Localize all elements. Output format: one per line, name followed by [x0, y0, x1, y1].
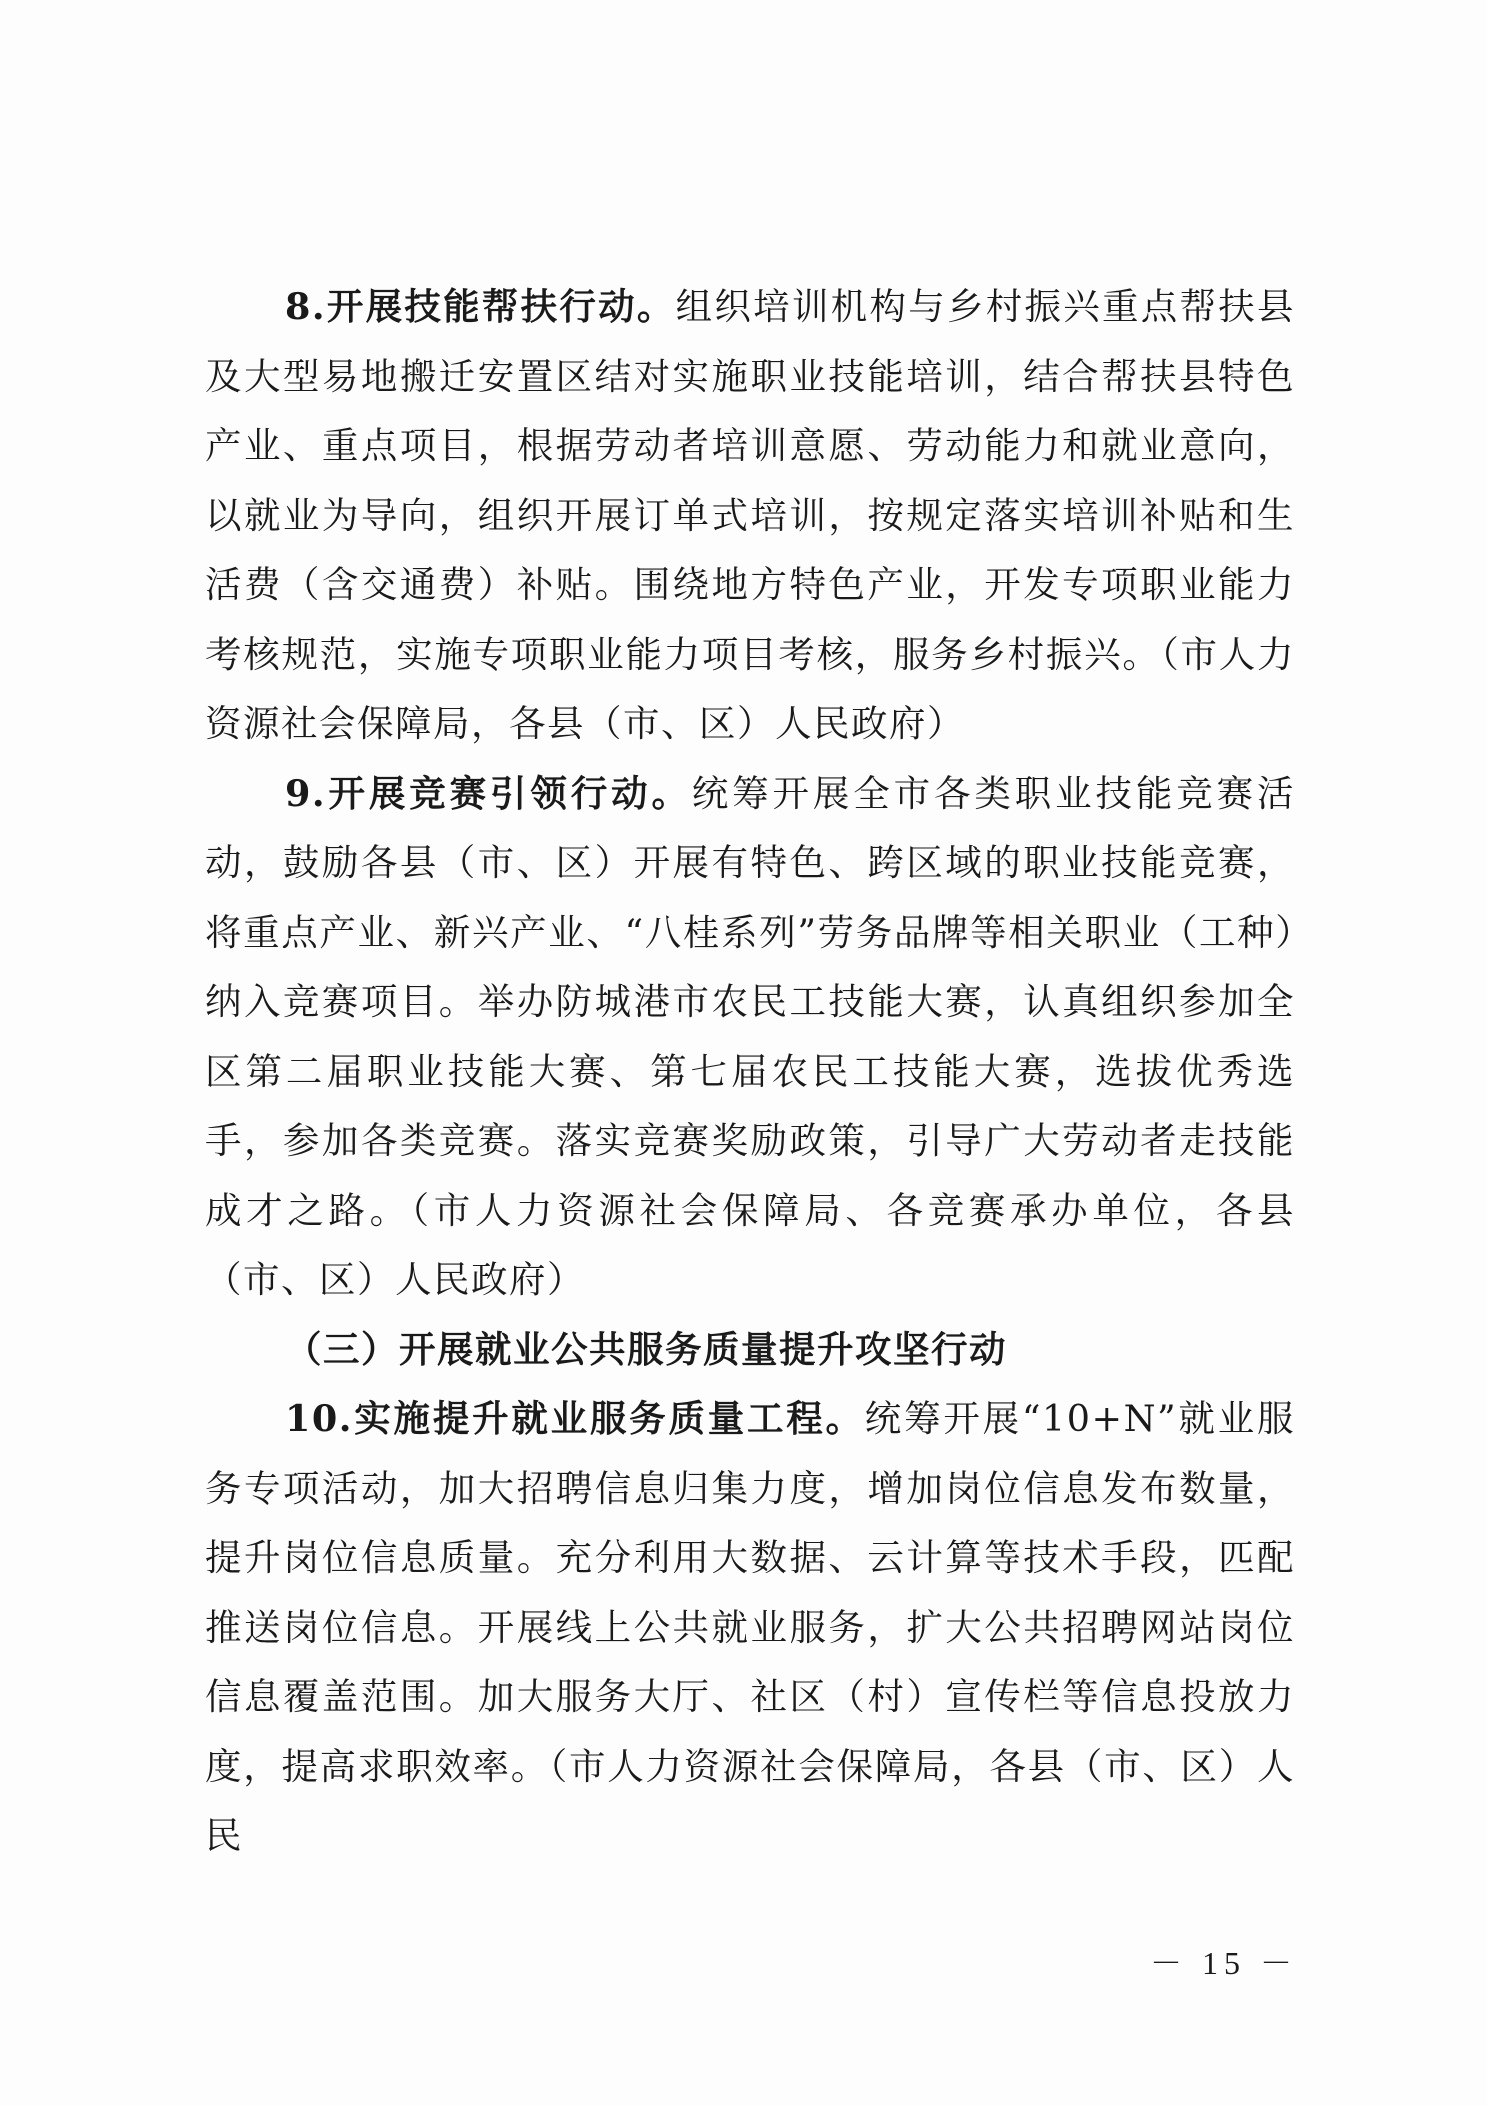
paragraph-9-body: 统筹开展全市各类职业技能竞赛活动，鼓励各县（市、区）开展有特色、跨区域的职业技能竞赛，将重点产业、新兴产业、“八桂系列”劳务品牌等相关职业（工种）纳入竞赛项目。举办防城港市农民工技能大赛，认真组织参加全区第二届职业技能大赛、第七届农民工技能大赛，选拔优秀选手，参加各类竞赛。落实竞赛奖励政策，引导广大劳动者走技能成才之路。（市人力资源社会保障局、各竞赛承办单位，各县（市、区）人民政府）: [205, 771, 1295, 1301]
paragraph-10: [205, 1384, 1295, 1871]
section-heading-3: （三）开展就业公共服务质量提升攻坚行动: [285, 1327, 1007, 1371]
page-number: － 15 －: [1150, 1945, 1299, 1981]
paragraph-10-heading: 10.实施提升就业服务质量工程。: [285, 1397, 865, 1440]
paragraph-8-heading: 8.开展技能帮扶行动。: [285, 285, 676, 328]
paragraph-9: [205, 759, 1295, 1315]
paragraph-8-body: 组织培训机构与乡村振兴重点帮扶县及大型易地搬迁安置区结对实施职业技能培训，结合帮扶县特色产业、重点项目，根据劳动者培训意愿、劳动能力和就业意向，以就业为导向，组织开展订单式培训，按规定落实培训补贴和生活费（含交通费）补贴。围绕地方特色产业，开发专项职业能力考核规范，实施专项职业能力项目考核，服务乡村振兴。（市人力资源社会保障局，各县（市、区）人民政府）: [205, 285, 1296, 745]
paragraph-10-body: 统筹开展“10+N”就业服务专项活动，加大招聘信息归集力度，增加岗位信息发布数量，提升岗位信息质量。充分利用大数据、云计算等技术手段，匹配推送岗位信息。开展线上公共就业服务，扩大公共招聘网站岗位信息覆盖范围。加大服务大厅、社区（村）宣传栏等信息投放力度，提高求职效率。（市人力资源社会保障局，各县（市、区）人民: [205, 1397, 1295, 1857]
document-body: [205, 272, 1295, 1871]
paragraph-8: [205, 272, 1295, 759]
paragraph-9-heading: 9.开展竞赛引领行动。: [285, 771, 692, 815]
